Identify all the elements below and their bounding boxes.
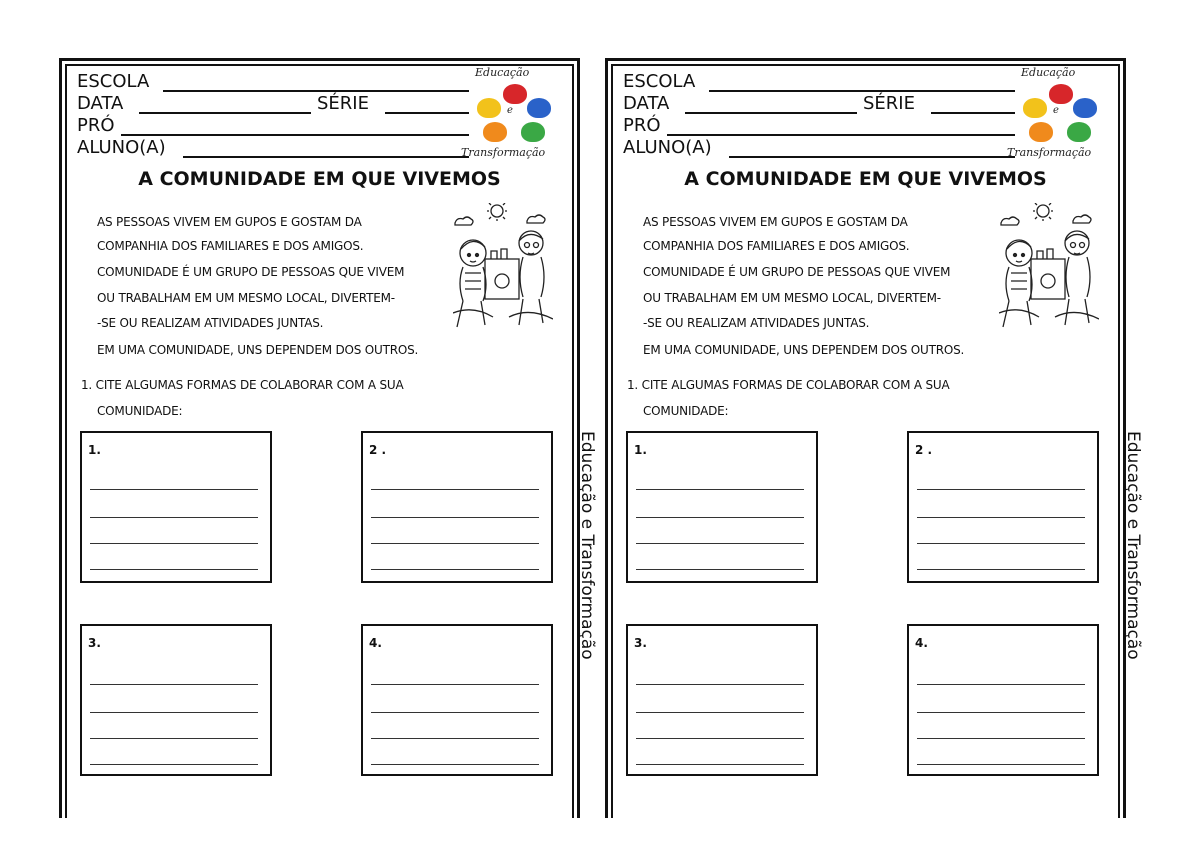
answer-box-3[interactable] bbox=[80, 624, 272, 776]
logo-middle-text: e bbox=[507, 105, 513, 116]
answer-line[interactable] bbox=[371, 738, 539, 739]
escola-line[interactable] bbox=[163, 90, 469, 92]
logo-top-text: Educação bbox=[475, 66, 530, 79]
pro-line[interactable] bbox=[667, 134, 1015, 136]
box-number: 2 . bbox=[915, 443, 933, 457]
answer-line[interactable] bbox=[636, 764, 804, 765]
logo-bottom-text: Transformação bbox=[1007, 146, 1092, 159]
answer-line[interactable] bbox=[90, 489, 258, 490]
answer-line[interactable] bbox=[636, 684, 804, 685]
paragraph-line: EM UMA COMUNIDADE, UNS DEPENDEM DOS OUTROS. bbox=[643, 343, 965, 357]
answer-line[interactable] bbox=[90, 569, 258, 570]
green-hand-icon bbox=[1067, 122, 1091, 142]
side-branding-text: Educação e Transformação bbox=[1123, 431, 1143, 660]
answer-line[interactable] bbox=[917, 684, 1085, 685]
aluno-label: ALUNO(A) bbox=[623, 137, 712, 158]
answer-line[interactable] bbox=[636, 517, 804, 518]
blue-hand-icon bbox=[527, 98, 551, 118]
answer-box-2[interactable] bbox=[361, 431, 553, 583]
serie-line[interactable] bbox=[931, 112, 1015, 114]
box-number: 4. bbox=[369, 636, 382, 650]
green-hand-icon bbox=[521, 122, 545, 142]
paragraph-line: -SE OU REALIZAM ATIVIDADES JUNTAS. bbox=[643, 316, 870, 330]
answer-box-4[interactable] bbox=[907, 624, 1099, 776]
serie-label: SÉRIE bbox=[317, 93, 369, 114]
box-number: 2 . bbox=[369, 443, 387, 457]
paragraph-line: AS PESSOAS VIVEM EM GUPOS E GOSTAM DA bbox=[643, 215, 908, 229]
side-branding bbox=[1124, 431, 1142, 811]
escola-label: ESCOLA bbox=[623, 71, 696, 92]
answer-line[interactable] bbox=[917, 517, 1085, 518]
answer-line[interactable] bbox=[917, 569, 1085, 570]
paragraph-line: COMUNIDADE É UM GRUPO DE PESSOAS QUE VIVEM bbox=[97, 265, 405, 279]
pro-label: PRÓ bbox=[77, 115, 115, 136]
box-number: 3. bbox=[88, 636, 101, 650]
box-number: 4. bbox=[915, 636, 928, 650]
escola-label: ESCOLA bbox=[77, 71, 150, 92]
yellow-hand-icon bbox=[477, 98, 501, 118]
answer-line[interactable] bbox=[371, 517, 539, 518]
serie-label: SÉRIE bbox=[863, 93, 915, 114]
answer-line[interactable] bbox=[636, 489, 804, 490]
paragraph-line: COMUNIDADE É UM GRUPO DE PESSOAS QUE VIVEM bbox=[643, 265, 951, 279]
data-line[interactable] bbox=[685, 112, 857, 114]
blue-hand-icon bbox=[1073, 98, 1097, 118]
page-title: A COMUNIDADE EM QUE VIVEMOS bbox=[138, 168, 501, 190]
paragraph-line: OU TRABALHAM EM UM MESMO LOCAL, DIVERTEM- bbox=[643, 291, 941, 305]
paragraph-line: EM UMA COMUNIDADE, UNS DEPENDEM DOS OUTROS. bbox=[97, 343, 419, 357]
side-branding-text: Educação e Transformação bbox=[577, 431, 597, 660]
paragraph-line: -SE OU REALIZAM ATIVIDADES JUNTAS. bbox=[97, 316, 324, 330]
answer-line[interactable] bbox=[371, 569, 539, 570]
serie-line[interactable] bbox=[385, 112, 469, 114]
answer-line[interactable] bbox=[90, 543, 258, 544]
answer-line[interactable] bbox=[917, 712, 1085, 713]
answer-line[interactable] bbox=[371, 684, 539, 685]
answer-line[interactable] bbox=[90, 517, 258, 518]
answer-line[interactable] bbox=[90, 764, 258, 765]
answer-line[interactable] bbox=[917, 764, 1085, 765]
answer-line[interactable] bbox=[636, 738, 804, 739]
paragraph-line: OU TRABALHAM EM UM MESMO LOCAL, DIVERTEM- bbox=[97, 291, 395, 305]
answer-line[interactable] bbox=[917, 738, 1085, 739]
answer-box-1[interactable] bbox=[626, 431, 818, 583]
box-number: 1. bbox=[88, 443, 101, 457]
answer-line[interactable] bbox=[90, 738, 258, 739]
answer-line[interactable] bbox=[636, 569, 804, 570]
children-recycling-illustration bbox=[453, 203, 553, 331]
educacao-logo bbox=[1007, 66, 1107, 162]
red-hand-icon bbox=[503, 84, 527, 104]
answer-line[interactable] bbox=[917, 543, 1085, 544]
answer-box-3[interactable] bbox=[626, 624, 818, 776]
answer-box-1[interactable] bbox=[80, 431, 272, 583]
logo-top-text: Educação bbox=[1021, 66, 1076, 79]
children-recycling-illustration bbox=[999, 203, 1099, 331]
answer-line[interactable] bbox=[917, 489, 1085, 490]
box-number: 1. bbox=[634, 443, 647, 457]
aluno-line[interactable] bbox=[729, 156, 1015, 158]
pro-line[interactable] bbox=[121, 134, 469, 136]
escola-line[interactable] bbox=[709, 90, 1015, 92]
answer-line[interactable] bbox=[371, 764, 539, 765]
answer-line[interactable] bbox=[371, 712, 539, 713]
page-title: A COMUNIDADE EM QUE VIVEMOS bbox=[684, 168, 1047, 190]
educacao-logo bbox=[461, 66, 561, 162]
aluno-line[interactable] bbox=[183, 156, 469, 158]
paragraph-line: COMPANHIA DOS FAMILIARES E DOS AMIGOS. bbox=[643, 239, 910, 253]
yellow-hand-icon bbox=[1023, 98, 1047, 118]
box-number: 3. bbox=[634, 636, 647, 650]
orange-hand-icon bbox=[1029, 122, 1053, 142]
question-text-continued: COMUNIDADE: bbox=[643, 404, 729, 418]
data-line[interactable] bbox=[139, 112, 311, 114]
worksheet-right bbox=[605, 58, 1143, 818]
answer-line[interactable] bbox=[371, 543, 539, 544]
worksheet-left bbox=[59, 58, 597, 818]
answer-line[interactable] bbox=[90, 684, 258, 685]
data-label: DATA bbox=[623, 93, 670, 114]
logo-middle-text: e bbox=[1053, 105, 1059, 116]
side-branding bbox=[578, 431, 596, 811]
data-label: DATA bbox=[77, 93, 124, 114]
question-text: 1. CITE ALGUMAS FORMAS DE COLABORAR COM A SUA bbox=[627, 378, 950, 392]
answer-box-2[interactable] bbox=[907, 431, 1099, 583]
orange-hand-icon bbox=[483, 122, 507, 142]
question-text: 1. CITE ALGUMAS FORMAS DE COLABORAR COM A SUA bbox=[81, 378, 404, 392]
answer-line[interactable] bbox=[371, 489, 539, 490]
red-hand-icon bbox=[1049, 84, 1073, 104]
answer-line[interactable] bbox=[90, 712, 258, 713]
answer-box-4[interactable] bbox=[361, 624, 553, 776]
logo-bottom-text: Transformação bbox=[461, 146, 546, 159]
pro-label: PRÓ bbox=[623, 115, 661, 136]
aluno-label: ALUNO(A) bbox=[77, 137, 166, 158]
paragraph-line: COMPANHIA DOS FAMILIARES E DOS AMIGOS. bbox=[97, 239, 364, 253]
question-text-continued: COMUNIDADE: bbox=[97, 404, 183, 418]
answer-line[interactable] bbox=[636, 712, 804, 713]
paragraph-line: AS PESSOAS VIVEM EM GUPOS E GOSTAM DA bbox=[97, 215, 362, 229]
answer-line[interactable] bbox=[636, 543, 804, 544]
